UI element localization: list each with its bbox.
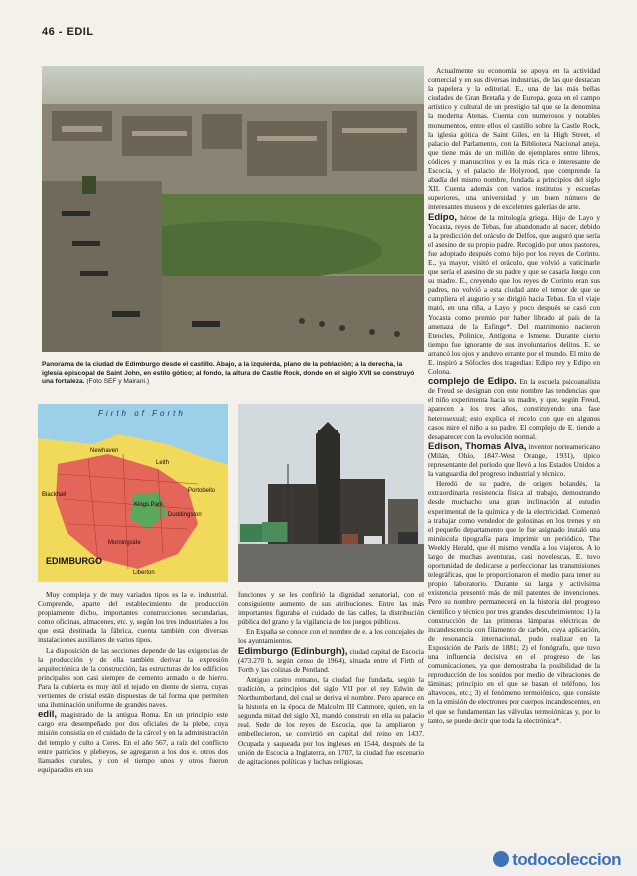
headword: Edimburgo (Edinburgh),: [238, 645, 348, 657]
saint-john-church-photo: [238, 404, 424, 582]
paragraph: funciones y se les confirió la dignidad senatorial, con el consiguiente aumento de sus atribuciones. Entre las más importantes figuraba el cuidado de las calles, la distribución pública del grano y la vigilancia de los juegos públicos.: [238, 590, 424, 627]
section-label: EDIL: [66, 26, 94, 38]
watermark-logo-icon: [493, 851, 509, 867]
entry-text: inventor norteamericano (Milán, Ohio, 1847-West Orange, 1931), típico representante del período que llevó a los Estados Unidos a la vanguardia del progreso industrial y técnico.: [428, 441, 600, 479]
headword: Edipo,: [428, 211, 458, 223]
page-header: 46 - EDIL: [42, 26, 94, 38]
map-label: Liberton: [133, 570, 155, 576]
paragraph: Heredó de su padre, de origen holandés, la extraordinaria resistencia física al trabajo, demostrando desde muchacho una gran inclinación al estudio experimental de la química y de la electricidad. Comenzó a trabajar como vendedor de golosinas en los trenes y en el pequeño departamento que le fue asignado instaló una minúscula tipografía para imprimir un periódico, The Weekly Herald, que él mismo vendía a los viajeros. A lo largo de muchas aventuras, casi novelescas, E. tuvo oportunidad de dedicarse a perfeccionar las transmisiones telegráficas, que le proporcionaron el medio para tener su propio laboratorio. Durante su larga y activísima existencia presentó más de mil patentes de invenciones. Pero su nombre permanecerá en la historia del progreso científico y técnico por tres grandes descubrimientos: 1) la construcción de las primeras lámparas eléctricas de incandescencia con filamento de carbón, cuya aplicación, de resonancia internacional, pudo realizar en la Exposición de París de 1881; 2) el fonógrafo, que tuvo una influencia decisiva en el progreso de las comunicaciones, ya que demostraba la posibilidad de la reproducción de los sonidos por medio de vibraciones de láminas; principio en el que se basan el teléfono, los altavoces, etc.; 3) el fenómeno termoiónico, que consiste en la emisión de electrones por cuerpos incandescentes, en el que se fundamentan las válvulas termoiónicas y, por lo tanto, se puede decir que toda la electrónica*.: [428, 479, 600, 725]
watermark-text: todocoleccion: [512, 850, 621, 869]
headword: complejo de Edipo.: [428, 376, 517, 388]
map-label: Blackhall: [42, 492, 67, 498]
paragraph: En España se conoce con el nombre de e. a los concejales de los ayuntamientos.: [238, 627, 424, 646]
map-label: Portobello: [188, 488, 216, 494]
photo-caption: [42, 361, 422, 387]
entry-text: ciudad capital de Escocia (473.270 h. según censo de 1964), situada entre el Firth of Forth y las colinas de Pentland.: [238, 646, 425, 674]
entry-text: En la escuela psicoanalista de Freud se designan con este nombre las tendencias que el niño experimenta hacia su madre, y que, según Freud, aparecen a los tres años, constituyendo una fase heterosexual; esto explica el recelo con que en algunos casos mire el niño a su padre. El complejo de E. tiende a desaparecer con la evolución normal.: [428, 377, 600, 441]
right-column: [428, 66, 600, 726]
headword: edil,: [38, 709, 58, 721]
entry-edipo: [428, 213, 600, 377]
entry-edison: [428, 442, 600, 478]
paragraph: Antiguo castro romano, la ciudad fue fundada, según la tradición, a principios del siglo VII por el rey Edwin de Northumberland, del cual se deriva el nombre. Pero aparece en la historia en la época de Malcolm III Canmore, quien, en la segunda mitad del siglo XI, mandó construir en ella su palacio real. Sede de los reyes de Escocia, que la ampliaron y embellecieron, se convirtió en capital del reino en 1437. Ocupada y saqueada por los ingleses en 1544, después de la unión de Escocia a Inglaterra, en 1707, la ciudad fue escenario de agitaciones políticas y luchas religiosas.: [238, 674, 424, 766]
map-label: Leith: [156, 460, 170, 466]
entry-edimburgo: [238, 647, 424, 674]
headword: Edison, Thomas Alva,: [428, 440, 527, 452]
photo-credit: (Foto SEF y Mairani.): [86, 378, 150, 386]
middle-column: [238, 590, 424, 767]
paragraph: Muy compleja y de muy variados tipos es la e. industrial. Comprende, aparte del establecimiento de producción propiamente dicho, importantes construcciones secundarias, como oficinas, almacenes, etc. y, según los tres industriales a los que está destinada la fábrica, cuenta también con diversas instalaciones auxiliares de varios tipos.: [38, 590, 228, 645]
map-label: Newhaven: [90, 448, 119, 454]
map-city-label: EDIMBURGO: [46, 556, 102, 566]
map-label: Kings Park: [134, 502, 164, 508]
entry-text: héroe de la mitología griega. Hijo de Layo y Yocasta, reyes de Tebas, fue abandonado al nacer, debido a la predicción del oráculo de Delfos, que auguró que sería el asesino de su propio padre. Recogido por unos pastores, fue adoptado después como hijo por los reyes de Corinto. E., ya mayor, visitó el oráculo, que volvió a vaticinarle que sería el asesino de su padre y que se casaría luego con su madre. E., creyendo que los reyes de Corinto eran sus padres, no volvió a esta ciudad ante el temor de que se cumpliera el augurio y se dirigió hacia Tebas. En el viaje mató, en una riña, a Layo y poco después se casó con Yocasta como premio por haber librado al país de la amenaza de la Esfinge*. Del matrimonio nacieron Eteocles, Polinice, Antígona e Ismene. Durante cierto tiempo fue ignorante de sus involuntarios delitos. E. se arrancó los ojos y anduvo errante por el mundo. El mito de E. inspiró a Sófocles dos tragedias: Edipo rey y Edipo en Colona.: [428, 212, 600, 377]
left-column: [38, 590, 228, 775]
edinburgh-map: [38, 404, 228, 582]
watermark: [493, 850, 621, 870]
map-label: Morningside: [108, 540, 141, 546]
entry-edil: [38, 710, 228, 774]
entry-text: magistrado de la antigua Roma. En un principio este cargo era desempeñado por dos oficiales de la plebe, cuya misión consistía en el cuidado de la cárcel y en la administración del templo y culto a Ceres. En el año 567, a raíz del conflicto entre patricios y plebeyos, se agregaron a los dos e. otros dos llamados curules, y con el tiempo unos y otros fueron equiparados en sus: [38, 710, 228, 774]
entry-complejo-de-edipo: [428, 377, 600, 441]
caption-text: Panorama de la ciudad de Edimburgo desde el castillo. Abajo, a la izquierda, plano de la población; a la derecha, la iglesia episcopal de Saint John, en estilo gótico; al fondo, la altura de Castle Rock, donde en el siglo XVII se construyó una fortaleza.: [42, 361, 415, 386]
page-number: 46: [42, 26, 56, 38]
edinburgh-panorama-photo: [42, 66, 424, 352]
paragraph: Actualmente su economía se apoya en la actividad comercial y en sus diversas industrias, de las que destacan la papelera y la editorial. E., una de las más bellas ciudades de Gran Bretaña y de Europa, goza en el campo artístico y cultural de un prestigio tal que se la denomina la moderna Atenas. Cuenta con numerosos y notables monumentos, entre ellos el castillo sobre la Castle Rock, la iglesia gótica de Saint Giles, en la High Street, el palacio del Parlamento, con la Biblioteca Nacional aneja, que tiene más de un millón de ejemplares entre libros, códices y manuscritos y es la más rica e interesante de Escocia, y el palacio de Holyrood, que comprende la abadía del mismo nombre, fundada a principios del siglo XII. Cuenta además con varios institutos y escuelas superiores, una universidad y un buen número de interesantes museos y de excelentes galerías de arte.: [428, 66, 600, 212]
map-label: Duddingston: [168, 512, 202, 518]
map-water-label: Firth of Forth: [98, 409, 186, 418]
paragraph: La disposición de las secciones depende de las exigencias de la producción y de ella también derivar la expresión arquitectónica de la construcción, las estructuras de los edificios principales son casi siempre de cemento armado o de hierro. Para la cubierta es muy útil el tejado en diente de sierra, cuyas vertientes de cristal están dispuestas de tal forma que permiten una iluminación uniforme de grandes naves.: [38, 645, 228, 710]
